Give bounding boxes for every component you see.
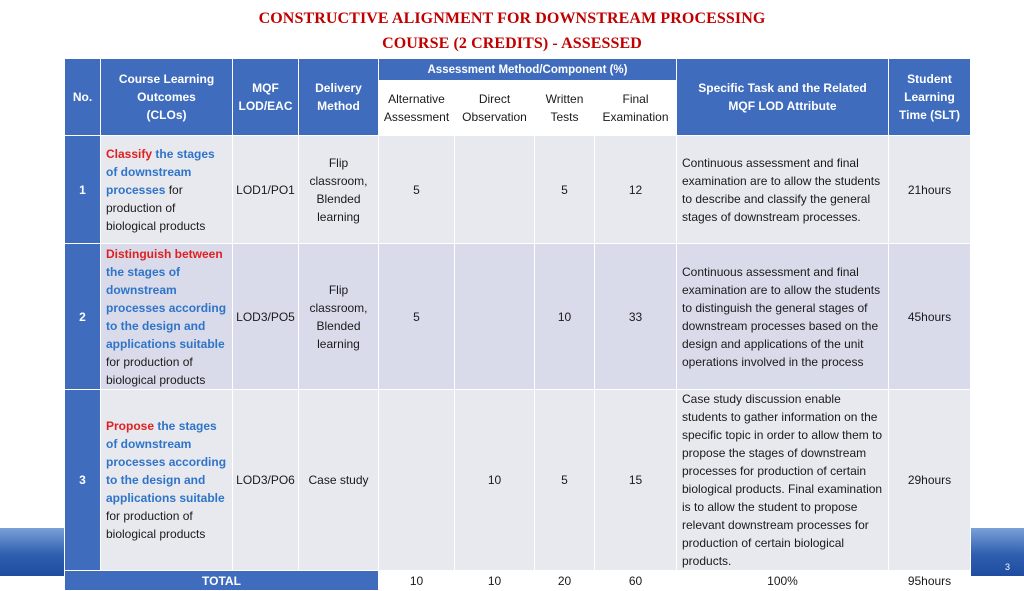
clo-rest: for production of biological products — [106, 354, 206, 387]
header-mqf: MQF LOD/EAC — [233, 59, 299, 136]
slt-cell: 21hours — [889, 136, 971, 244]
constructive-alignment-table — [64, 58, 971, 591]
slt-cell: 45hours — [889, 244, 971, 390]
header-direct-observation: Direct Observation — [455, 81, 535, 136]
header-task: Specific Task and the Related MQF LOD Attribute — [677, 59, 889, 136]
mqf-cell: LOD1/PO1 — [233, 136, 299, 244]
clo-text — [101, 136, 233, 244]
delivery-cell: Case study — [299, 390, 379, 571]
total-written: 20 — [535, 571, 595, 591]
clo-emphasis: the stages of downstream processes according to the design and applications suitable — [106, 264, 227, 351]
page-number: 3 — [1004, 562, 1010, 572]
clo-emphasis: the stages of downstream processes — [106, 146, 215, 197]
total-task: 100% — [677, 571, 889, 591]
delivery-cell: Flip classroom, Blended learning — [299, 244, 379, 390]
task-cell: Continuous assessment and final examination are to allow the students to distinguish the general stages of downstream processes based on the design and applications of the unit operations involved in the process — [677, 244, 889, 390]
final-cell: 33 — [595, 244, 677, 390]
table-row — [65, 390, 971, 571]
total-direct: 10 — [455, 571, 535, 591]
alternative-cell — [379, 390, 455, 571]
header-slt: Student Learning Time (SLT) — [889, 59, 971, 136]
direct-cell: 10 — [455, 390, 535, 571]
header-no: No. — [65, 59, 101, 136]
clo-text — [101, 244, 233, 390]
header-delivery: Delivery Method — [299, 59, 379, 136]
clo-text — [101, 390, 233, 571]
total-label: TOTAL — [65, 571, 379, 591]
alternative-cell: 5 — [379, 136, 455, 244]
row-number: 3 — [65, 390, 101, 571]
row-number: 1 — [65, 136, 101, 244]
clo-rest: for production of biological products — [106, 509, 206, 541]
slide-title-line-2: COURSE (2 CREDITS) - ASSESSED — [382, 35, 642, 52]
total-final: 60 — [595, 571, 677, 591]
written-cell: 5 — [535, 390, 595, 571]
clo-rest: for production of biological products — [106, 182, 206, 233]
alternative-cell: 5 — [379, 244, 455, 390]
header-written-tests: Written Tests — [535, 81, 595, 136]
mqf-cell: LOD3/PO6 — [233, 390, 299, 571]
slide-title-line-1: CONSTRUCTIVE ALIGNMENT FOR DOWNSTREAM PROCESSING — [258, 10, 766, 27]
table-row — [65, 244, 971, 390]
total-alternative: 10 — [379, 571, 455, 591]
total-slt: 95hours — [889, 571, 971, 591]
total-row — [65, 571, 971, 591]
header-clo: Course Learning Outcomes (CLOs) — [101, 59, 233, 136]
clo-verb: Classify — [106, 146, 153, 161]
written-cell: 5 — [535, 136, 595, 244]
header-final-examination: Final Examination — [595, 81, 677, 136]
clo-verb: Propose — [106, 419, 155, 433]
mqf-cell: LOD3/PO5 — [233, 244, 299, 390]
task-cell: Continuous assessment and final examination are to allow the students to describe and classify the general stages of downstream processes. — [677, 136, 889, 244]
table-row — [65, 136, 971, 244]
header-assessment-group: Assessment Method/Component (%) — [379, 59, 677, 81]
task-cell: Case study discussion enable students to gather information on the specific topic in order to allow them to propose the stages of downstream processes for production of certain biological products. Final examination is to allow the student to propose relevant downstream processes for production of certain biological products. — [677, 390, 889, 571]
slt-cell: 29hours — [889, 390, 971, 571]
direct-cell — [455, 136, 535, 244]
clo-verb: Distinguish between — [106, 246, 223, 261]
clo-emphasis: the stages of downstream processes according to the design and applications suitable — [106, 419, 227, 505]
header-alternative-assessment: Alternative Assessment — [379, 81, 455, 136]
final-cell: 15 — [595, 390, 677, 571]
row-number: 2 — [65, 244, 101, 390]
delivery-cell: Flip classroom, Blended learning — [299, 136, 379, 244]
final-cell: 12 — [595, 136, 677, 244]
written-cell: 10 — [535, 244, 595, 390]
direct-cell — [455, 244, 535, 390]
